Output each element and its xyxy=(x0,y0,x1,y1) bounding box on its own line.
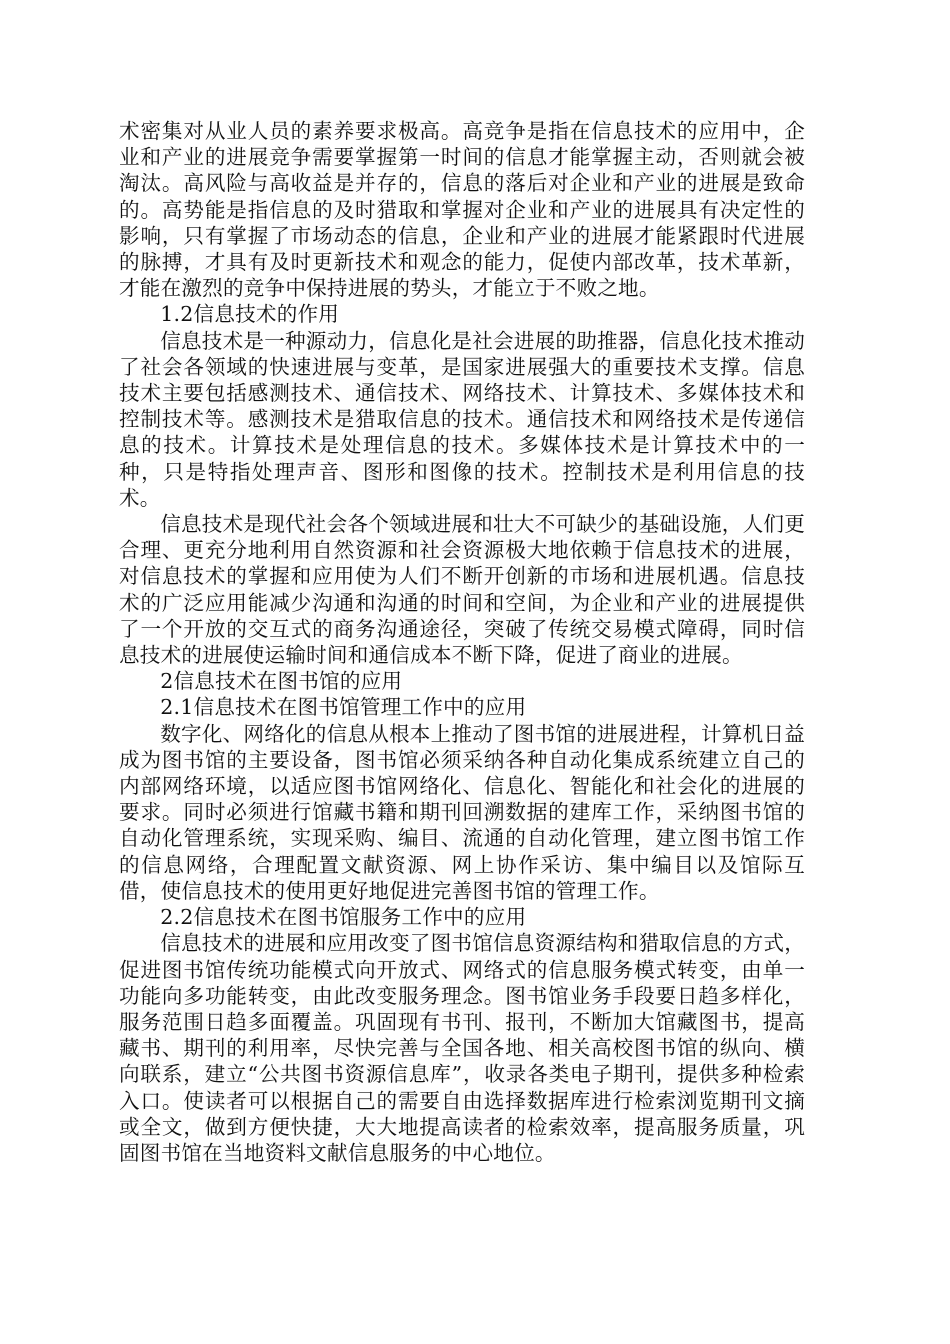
document-body xyxy=(119,118,805,1166)
body-paragraph: 信息技术的进展和应用改变了图书馆信息资源结构和猎取信息的方式，促进图书馆传统功能模式向开放式、网络式的信息服务模式转变，由单一功能向多功能转变，由此改变服务理念。图书馆业务手段要日趋多样化，服务范围日趋多面覆盖。巩固现有书刊、报刊，不断加大馆藏图书，提高藏书、期刊的利用率，尽快完善与全国各地、相关高校图书馆的纵向、横向联系，建立“公共图书资源信息库”，收录各类电子期刊，提供多种检索入口。使读者可以根据自己的需要自由选择数据库进行检索浏览期刊文摘或全文，做到方便快捷，大大地提高读者的检索效率，提高服务质量，巩固图书馆在当地资料文献信息服务的中心地位。 xyxy=(119,931,805,1165)
subsection-heading: 2.1信息技术在图书馆管理工作中的应用 xyxy=(160,695,527,720)
body-paragraph: 信息技术是一种源动力，信息化是社会进展的助推器，信息化技术推动了社会各领域的快速进展与变革，是国家进展强大的重要技术支撑。信息技术主要包括感测技术、通信技术、网络技术、计算技术、多媒体技术和控制技术等。感测技术是猎取信息的技术。通信技术和网络技术是传递信息的技术。计算技术是处理信息的技术。多媒体技术是计算技术中的一种，只是特指处理声音、图形和图像的技术。控制技术是利用信息的技术。 xyxy=(119,328,805,510)
body-paragraph: 术密集对从业人员的素养要求极高。高竞争是指在信息技术的应用中，企业和产业的进展竞争需要掌握第一时间的信息才能掌握主动，否则就会被淘汰。高风险与高收益是并存的，信息的落后对企业和产业的进展是致命的。高势能是指信息的及时猎取和掌握对企业和产业的进展具有决定性的影响，只有掌握了市场动态的信息，企业和产业的进展才能紧跟时代进展的脉搏，才具有及时更新技术和观念的能力，促使内部改革，技术革新，才能在激烈的竞争中保持进展的势头，才能立于不败之地。 xyxy=(119,119,805,301)
body-paragraph: 数字化、网络化的信息从根本上推动了图书馆的进展进程，计算机日益成为图书馆的主要设备，图书馆必须采纳各种自动化集成系统建立自己的内部网络环境，以适应图书馆网络化、信息化、智能化和社会化的进展的要求。同时必须进行馆藏书籍和期刊回溯数据的建库工作，采纳图书馆的自动化管理系统，实现采购、编目、流通的自动化管理，建立图书馆工作的信息网络，合理配置文献资源、网上协作采访、集中编目以及馆际互借，使信息技术的使用更好地促进完善图书馆的管理工作。 xyxy=(119,721,805,903)
body-paragraph: 信息技术是现代社会各个领域进展和壮大不可缺少的基础设施，人们更合理、更充分地利用自然资源和社会资源极大地依赖于信息技术的进展，对信息技术的掌握和应用使为人们不断开创新的市场和进展机遇。信息技术的广泛应用能减少沟通和沟通的时间和空间，为企业和产业的进展提供了一个开放的交互式的商务沟通途径，突破了传统交易模式障碍，同时信息技术的进展使运输时间和通信成本不断下降，促进了商业的进展。 xyxy=(119,512,805,668)
section-heading: 1.2信息技术的作用 xyxy=(160,302,340,327)
subsection-heading: 2.2信息技术在图书馆服务工作中的应用 xyxy=(160,905,527,930)
section-heading: 2信息技术在图书馆的应用 xyxy=(160,669,403,694)
